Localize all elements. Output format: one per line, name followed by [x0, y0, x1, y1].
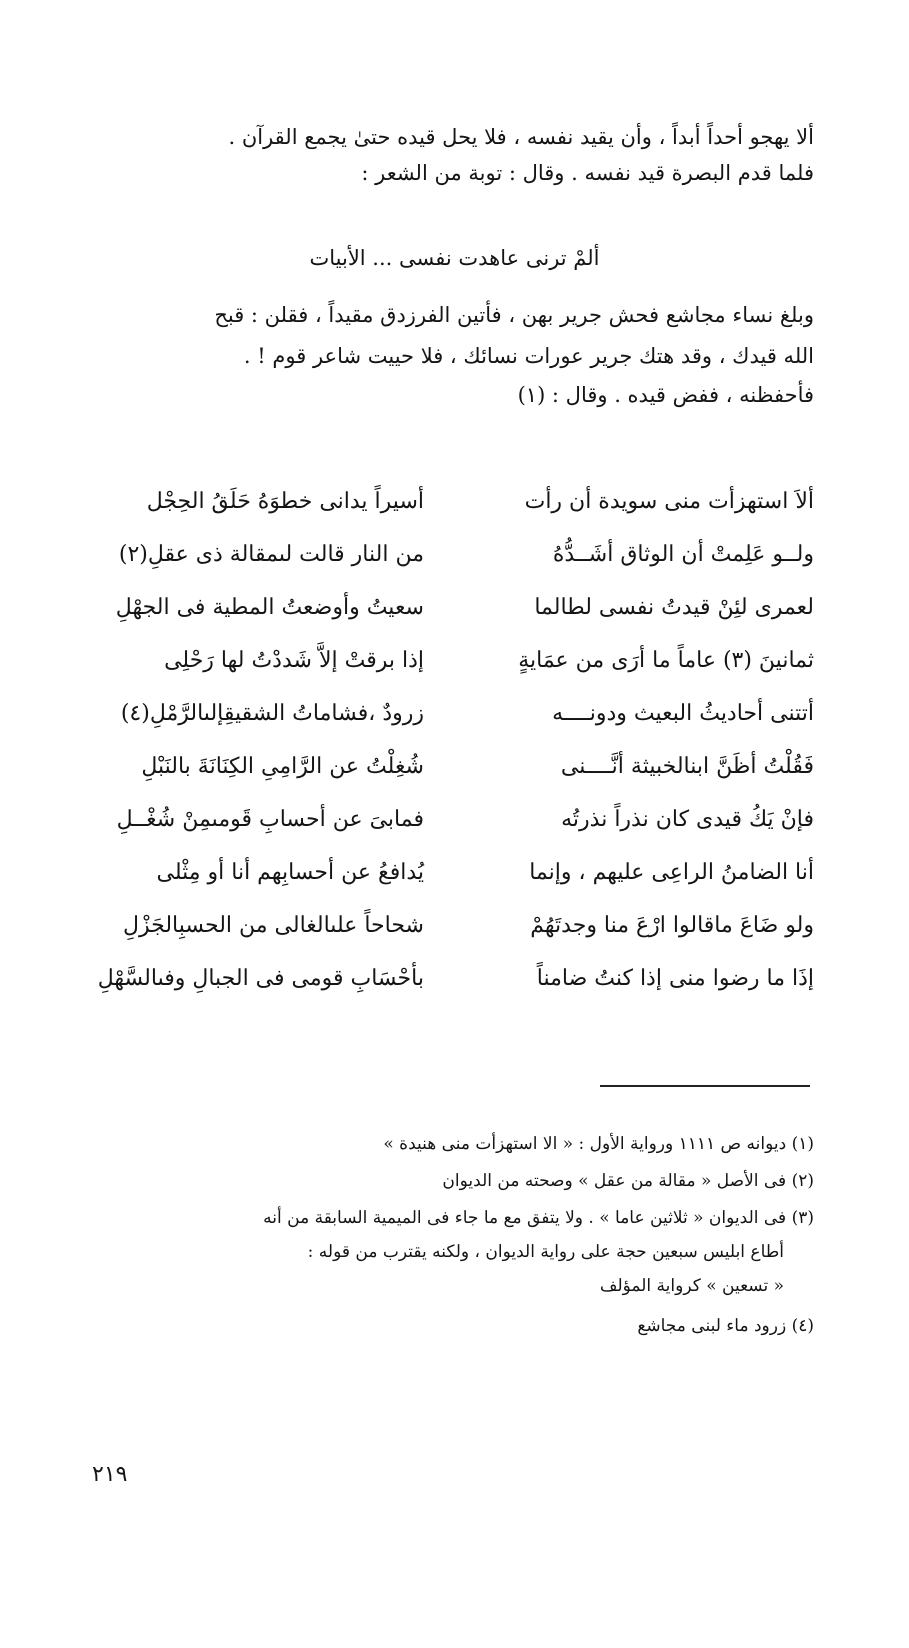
prose-line: ألا يهجو أحداً أبداً ، وأن يقيد نفسه ، فلا يحل قيده حتىٰ يجمع القرآن .	[228, 125, 814, 149]
verse-first-hemistich: لعمرى لئِنْ قيدتُ نفسى لطالما	[534, 595, 814, 620]
verse-first-hemistich: فإنْ يَكُ قيدى كان نذراً نذرتُه	[561, 807, 814, 832]
verse-row	[84, 485, 814, 538]
verse-row	[84, 750, 814, 803]
verse-second-hemistich: شحاحاً علىالغالى من الحسبِالجَزْلِ	[123, 913, 424, 938]
prose-line: وبلغ نساء مجاشع فحش جرير بهن ، فأتين الفرزدق مقيداً ، فقلن : قبح	[214, 303, 814, 327]
verse-row	[84, 856, 814, 909]
verse-row	[84, 538, 814, 591]
verse-first-hemistich: إذَا ما رضوا منى إذا كنتُ ضامناً	[536, 966, 814, 991]
verse-row	[84, 803, 814, 856]
footnote-continuation: « تسعين » كرواية المؤلف	[599, 1276, 784, 1296]
verse-first-hemistich: أنا الضامنُ الراعِى عليهم ، وإنما	[529, 860, 814, 885]
prose-line: فلما قدم البصرة قيد نفسه . وقال : توبة من الشعر :	[361, 161, 814, 185]
verse-second-hemistich: يُدافعُ عن أحسابِهم أنا أو مِثْلى	[156, 860, 424, 885]
footnote-continuation: أطاع ابليس سبعين حجة على رواية الديوان ، ولكنه يقترب من قوله :	[307, 1242, 784, 1262]
verse-row	[84, 909, 814, 962]
verse-second-hemistich: بأحْسَابِ قومى فى الجبالِ وفىالسَّهْلِ	[97, 966, 424, 991]
page-number: ٢١٩	[92, 1462, 128, 1487]
verse-second-hemistich: إذا برقتْ إلاَّ شَددْتُ لها رَحْلِى	[164, 648, 424, 673]
verse-second-hemistich: فمابىَ عن أحسابِ قَومىمِنْ شُغْــلِ	[116, 807, 424, 832]
verse-row	[84, 962, 814, 1015]
verse-second-hemistich: شُغِلْتُ عن الرَّامِىِ الكِنَانَةَ بالنَبْلِ	[141, 754, 424, 779]
verse-second-hemistich: سعيتُ وأوضعتُ المطية فى الجهْلِ	[115, 595, 424, 620]
verse-first-hemistich: فَقُلْتُ أظَنَّ ابنالخبيثة أنَّــــنى	[560, 754, 814, 779]
prose-line: فأحفظنه ، ففض قيده . وقال : (١)	[517, 383, 814, 407]
verse-first-hemistich: أتتنى أحاديثُ البعيث ودونــــه	[552, 701, 814, 726]
footnote: (٢) فى الأصل « مقالة من عقل » وصحته من الديوان	[442, 1171, 814, 1191]
verse-row	[84, 697, 814, 750]
prose-line: الله قيدك ، وقد هتك جرير عورات نسائك ، فلا حييت شاعر قوم ! .	[243, 344, 814, 368]
footnote: (١) ديوانه ص ١١١١ ورواية الأول : « الا استهزأت منى هنيدة »	[383, 1134, 814, 1154]
verse-row	[84, 644, 814, 697]
verse-second-hemistich: أسيراً يدانى خطوَهُ حَلَقُ الحِجْل	[146, 489, 424, 514]
verse-first-hemistich: ثمانينَ (٣) عاماً ما أرَى من عمَايةٍ	[518, 648, 814, 673]
verse-first-hemistich: ولو ضَاعَ ماقالوا ارْعَ منا وجدتَهُمْ	[530, 913, 814, 938]
verse-first-hemistich: ألاَ استهزأت منى سويدة أن رأت	[524, 489, 814, 514]
verse-second-hemistich: زرودٌ ،فشاماتُ الشقيقِإلىالرَّمْلِ(٤)	[120, 701, 424, 726]
verse-first-hemistich: ولــو عَلِمتْ أن الوثاق أشَــدُّهُ	[552, 542, 814, 567]
footnote-divider	[600, 1085, 810, 1087]
verse-row	[84, 591, 814, 644]
verse-second-hemistich: من النار قالت لىمقالة ذى عقلِ(٢)	[118, 542, 424, 567]
poem	[84, 485, 814, 1015]
footnote: (٣) فى الديوان « ثلاثين عاما » . ولا يتفق مع ما جاء فى الميمية السابقة من أنه	[263, 1208, 814, 1228]
quoted-line: ألمْ ترنى عاهدت نفسى ... الأبيات	[309, 246, 600, 270]
footnote: (٤) زرود ماء لبنى مجاشع	[637, 1316, 814, 1336]
